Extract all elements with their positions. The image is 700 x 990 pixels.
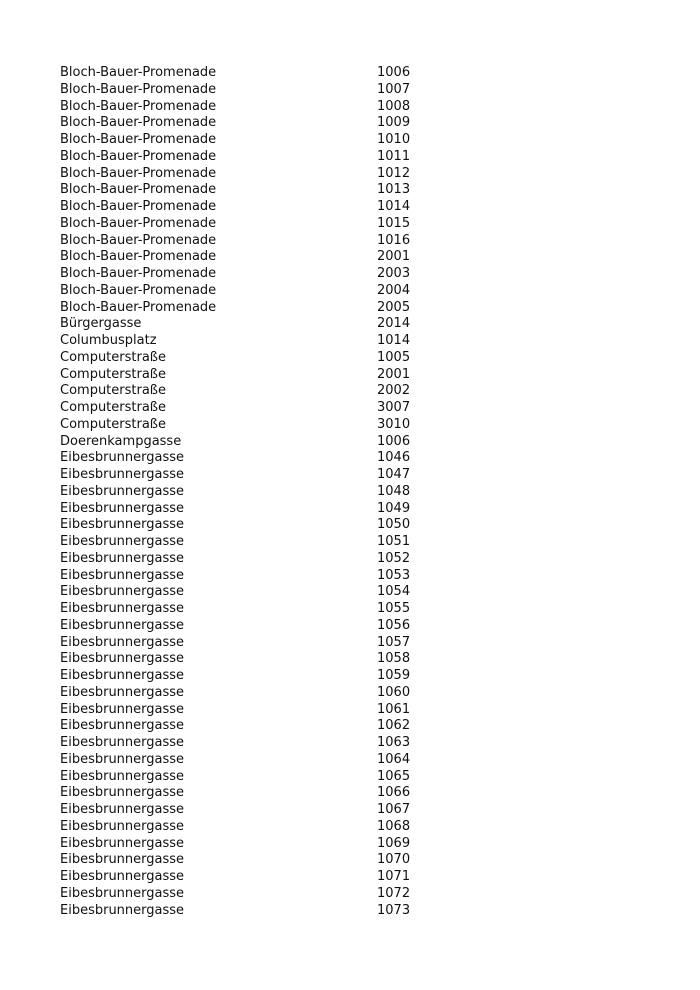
street-name: Bloch-Bauer-Promenade xyxy=(60,182,217,198)
table-row xyxy=(60,568,460,585)
street-name: Bloch-Bauer-Promenade xyxy=(60,81,217,97)
table-row xyxy=(60,584,460,601)
street-name: Eibesbrunnergasse xyxy=(60,601,185,616)
address-number: 1009 xyxy=(377,115,411,131)
street-name: Eibesbrunnergasse xyxy=(60,668,185,683)
table-row xyxy=(60,316,460,333)
address-number: 1013 xyxy=(377,182,411,198)
address-number: 2001 xyxy=(377,249,411,265)
street-name: Eibesbrunnergasse xyxy=(60,534,185,549)
table-row xyxy=(60,216,460,233)
address-number: 1061 xyxy=(377,701,411,717)
street-name: Eibesbrunnergasse xyxy=(60,450,185,466)
address-number: 1049 xyxy=(377,500,411,516)
street-name: Eibesbrunnergasse xyxy=(60,902,185,918)
table-row xyxy=(60,199,460,216)
table-row xyxy=(60,484,460,501)
address-number: 3007 xyxy=(377,400,411,415)
street-name: Bloch-Bauer-Promenade xyxy=(60,115,217,131)
street-name: Bloch-Bauer-Promenade xyxy=(60,232,217,248)
table-row xyxy=(60,802,460,819)
street-name: Computerstraße xyxy=(60,349,166,365)
address-number: 1060 xyxy=(377,684,411,700)
table-row xyxy=(60,65,460,82)
table-row xyxy=(60,517,460,534)
table-row xyxy=(60,182,460,199)
street-name: Eibesbrunnergasse xyxy=(60,885,185,901)
address-number: 1062 xyxy=(377,718,411,734)
table-row xyxy=(60,266,460,283)
table-row xyxy=(60,852,460,869)
street-name: Bloch-Bauer-Promenade xyxy=(60,199,217,214)
street-name: Bloch-Bauer-Promenade xyxy=(60,132,217,147)
table-row xyxy=(60,233,460,250)
table-row xyxy=(60,367,460,384)
address-number: 1065 xyxy=(377,768,411,784)
table-row xyxy=(60,149,460,166)
table-row xyxy=(60,702,460,719)
address-number: 1069 xyxy=(377,835,411,851)
address-number: 2002 xyxy=(377,383,411,399)
table-row xyxy=(60,769,460,786)
street-name: Computerstraße xyxy=(60,383,166,399)
address-number: 1046 xyxy=(377,450,411,466)
address-number: 1073 xyxy=(377,902,411,918)
street-name: Doerenkampgasse xyxy=(60,433,182,449)
table-row xyxy=(60,685,460,702)
address-number: 1014 xyxy=(377,333,411,348)
street-name: Bloch-Bauer-Promenade xyxy=(60,249,217,265)
address-number: 1016 xyxy=(377,232,411,248)
address-number: 1057 xyxy=(377,634,411,650)
street-name: Eibesbrunnergasse xyxy=(60,701,185,717)
street-name: Eibesbrunnergasse xyxy=(60,634,185,650)
street-name: Computerstraße xyxy=(60,416,166,432)
street-name: Eibesbrunnergasse xyxy=(60,617,185,633)
table-row xyxy=(60,99,460,116)
address-number: 1067 xyxy=(377,802,411,817)
address-number: 1011 xyxy=(377,148,411,164)
table-row xyxy=(60,132,460,149)
street-name: Eibesbrunnergasse xyxy=(60,751,185,767)
table-row xyxy=(60,886,460,903)
street-name: Eibesbrunnergasse xyxy=(60,869,185,884)
street-name: Eibesbrunnergasse xyxy=(60,550,185,566)
street-name: Bloch-Bauer-Promenade xyxy=(60,65,217,80)
table-row xyxy=(60,836,460,853)
street-name: Bloch-Bauer-Promenade xyxy=(60,266,217,281)
street-name: Eibesbrunnergasse xyxy=(60,835,185,851)
table-row xyxy=(60,635,460,652)
address-number: 1007 xyxy=(377,81,411,97)
address-number: 1072 xyxy=(377,885,411,901)
table-row xyxy=(60,434,460,451)
street-name: Eibesbrunnergasse xyxy=(60,785,185,801)
table-row xyxy=(60,735,460,752)
table-row xyxy=(60,166,460,183)
address-number: 1048 xyxy=(377,483,411,499)
table-row xyxy=(60,752,460,769)
address-number: 1056 xyxy=(377,617,411,633)
table-row xyxy=(60,300,460,317)
table-row xyxy=(60,668,460,685)
address-number: 1058 xyxy=(377,651,411,667)
address-number: 1006 xyxy=(377,65,411,80)
table-row xyxy=(60,903,460,920)
address-number: 1052 xyxy=(377,550,411,566)
address-number: 3010 xyxy=(377,416,411,432)
table-row xyxy=(60,350,460,367)
address-number: 1053 xyxy=(377,567,411,583)
street-name: Computerstraße xyxy=(60,366,166,382)
address-number: 1055 xyxy=(377,601,411,616)
street-name: Eibesbrunnergasse xyxy=(60,852,185,868)
table-row xyxy=(60,383,460,400)
address-number: 2003 xyxy=(377,266,411,281)
street-name: Bloch-Bauer-Promenade xyxy=(60,299,217,315)
address-number: 1050 xyxy=(377,517,411,533)
address-table xyxy=(60,65,460,919)
table-row xyxy=(60,417,460,434)
address-number: 1015 xyxy=(377,215,411,231)
street-name: Eibesbrunnergasse xyxy=(60,467,185,482)
street-name: Eibesbrunnergasse xyxy=(60,718,185,734)
table-row xyxy=(60,333,460,350)
table-row xyxy=(60,283,460,300)
street-name: Eibesbrunnergasse xyxy=(60,684,185,700)
table-row xyxy=(60,534,460,551)
table-row xyxy=(60,785,460,802)
address-number: 2004 xyxy=(377,282,411,298)
table-row xyxy=(60,869,460,886)
table-row xyxy=(60,551,460,568)
table-row xyxy=(60,501,460,518)
street-name: Eibesbrunnergasse xyxy=(60,483,185,499)
address-number: 1005 xyxy=(377,349,411,365)
address-number: 1014 xyxy=(377,199,411,214)
street-name: Eibesbrunnergasse xyxy=(60,818,185,834)
street-name: Computerstraße xyxy=(60,400,166,415)
address-number: 2014 xyxy=(377,316,411,332)
table-row xyxy=(60,718,460,735)
street-name: Eibesbrunnergasse xyxy=(60,567,185,583)
street-name: Bloch-Bauer-Promenade xyxy=(60,98,217,114)
table-row xyxy=(60,82,460,99)
address-number: 1010 xyxy=(377,132,411,147)
table-row xyxy=(60,651,460,668)
street-name: Columbusplatz xyxy=(60,333,157,348)
street-name: Eibesbrunnergasse xyxy=(60,584,185,600)
table-row xyxy=(60,819,460,836)
address-number: 1064 xyxy=(377,751,411,767)
street-name: Bloch-Bauer-Promenade xyxy=(60,165,217,181)
street-name: Eibesbrunnergasse xyxy=(60,500,185,516)
table-row xyxy=(60,618,460,635)
address-number: 1063 xyxy=(377,735,411,750)
address-number: 1051 xyxy=(377,534,411,549)
address-number: 1054 xyxy=(377,584,411,600)
address-number: 1071 xyxy=(377,869,411,884)
street-name: Bloch-Bauer-Promenade xyxy=(60,148,217,164)
address-number: 1008 xyxy=(377,98,411,114)
address-number: 1012 xyxy=(377,165,411,181)
table-row xyxy=(60,249,460,266)
table-row xyxy=(60,115,460,132)
address-number: 1059 xyxy=(377,668,411,683)
address-number: 1070 xyxy=(377,852,411,868)
table-row xyxy=(60,450,460,467)
table-row xyxy=(60,400,460,417)
street-name: Bloch-Bauer-Promenade xyxy=(60,282,217,298)
street-name: Eibesbrunnergasse xyxy=(60,735,185,750)
street-name: Eibesbrunnergasse xyxy=(60,768,185,784)
table-row xyxy=(60,467,460,484)
street-name: Bloch-Bauer-Promenade xyxy=(60,215,217,231)
address-number: 1068 xyxy=(377,818,411,834)
street-name: Eibesbrunnergasse xyxy=(60,651,185,667)
address-number: 2001 xyxy=(377,366,411,382)
street-name: Eibesbrunnergasse xyxy=(60,517,185,533)
street-name: Bürgergasse xyxy=(60,316,142,332)
address-number: 2005 xyxy=(377,299,411,315)
address-number: 1006 xyxy=(377,433,411,449)
address-number: 1047 xyxy=(377,467,411,482)
table-row xyxy=(60,601,460,618)
address-number: 1066 xyxy=(377,785,411,801)
street-name: Eibesbrunnergasse xyxy=(60,802,185,817)
